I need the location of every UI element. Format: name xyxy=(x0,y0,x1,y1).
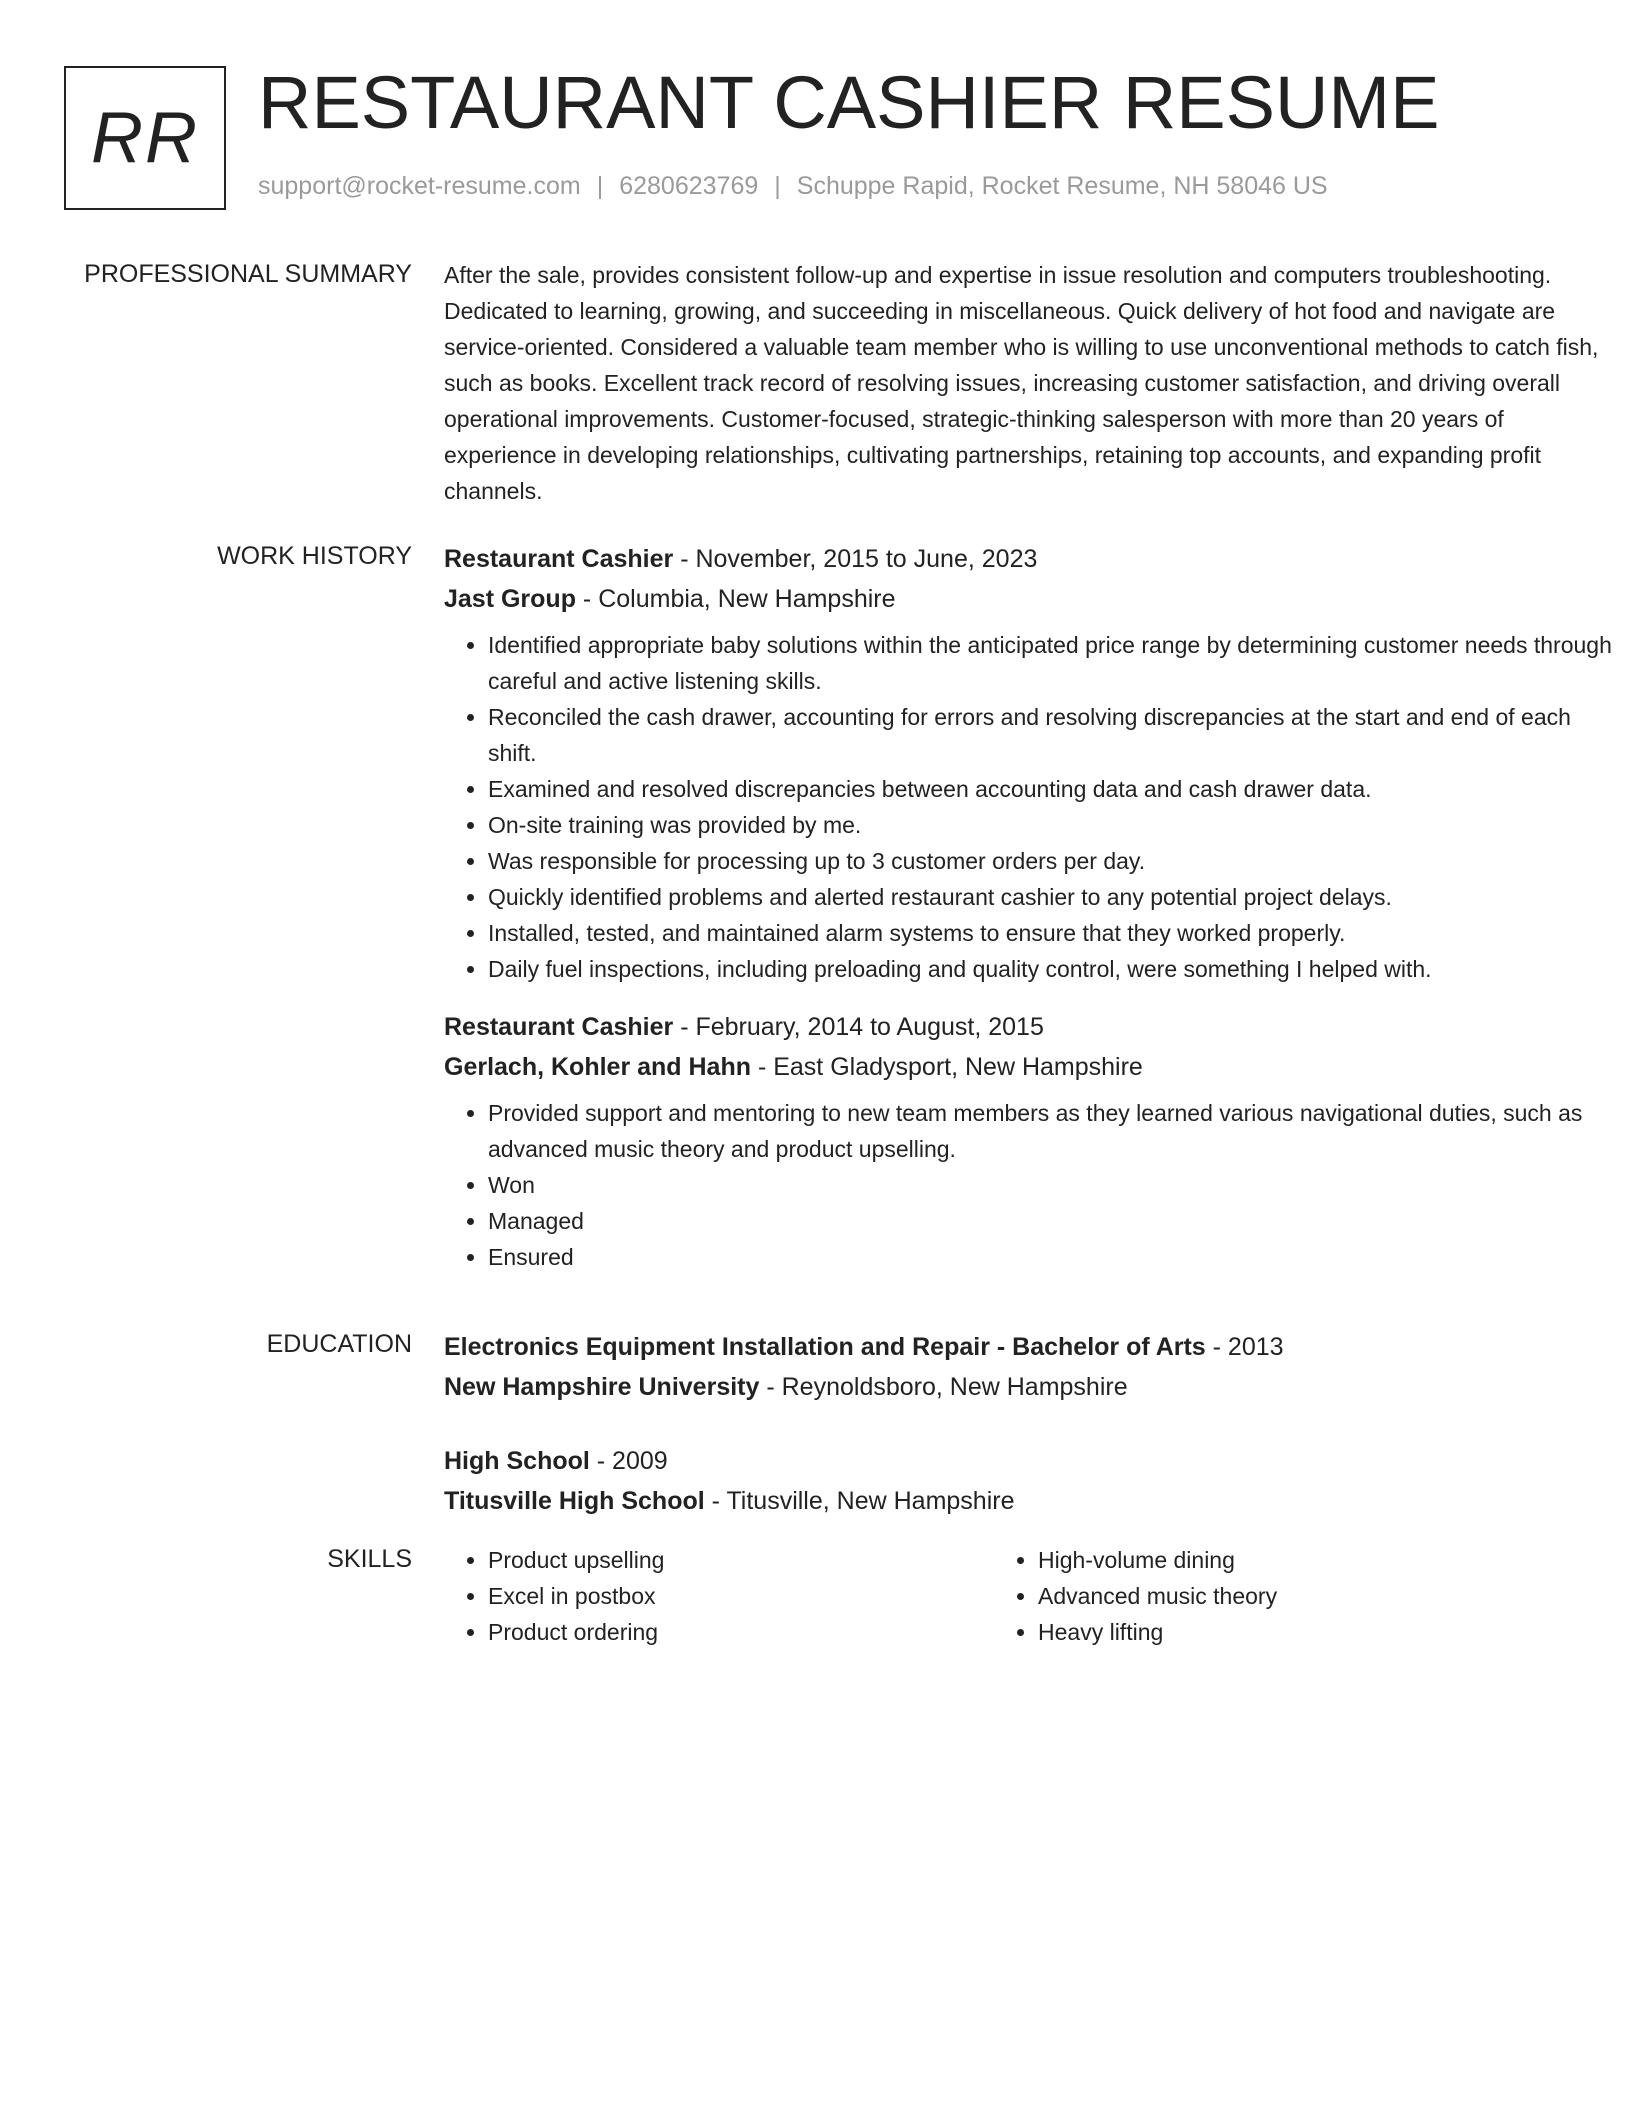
job-company-line xyxy=(444,579,1619,619)
job-title-line xyxy=(444,539,1619,579)
job-title: Restaurant Cashier xyxy=(444,1013,674,1041)
job-company: Jast Group xyxy=(444,585,576,613)
contact-phone: 6280623769 xyxy=(619,172,759,200)
list-item: • Identified appropriate baby solutions within the anticipated price range by determining customer needs through careful and active listening skills. xyxy=(488,627,1619,699)
education-year: - 2013 xyxy=(1205,1333,1284,1361)
resume-title: RESTAURANT CASHIER RESUME xyxy=(258,61,1440,144)
skill-item: • Heavy lifting xyxy=(1038,1614,1538,1650)
education-entry xyxy=(444,1327,1619,1407)
skills-column-right xyxy=(994,1542,1538,1650)
skills-column-left xyxy=(444,1542,988,1650)
monogram-logo: RR xyxy=(64,66,226,210)
list-item: • On-site training was provided by me. xyxy=(488,807,1619,843)
job-company-line xyxy=(444,1047,1619,1087)
job-location: - Columbia, New Hampshire xyxy=(575,585,896,613)
job-entry xyxy=(444,1007,1619,1275)
job-title: Restaurant Cashier xyxy=(444,545,674,573)
section-label-work-history: WORK HISTORY xyxy=(217,542,412,570)
list-item: • Ensured xyxy=(488,1239,1619,1275)
contact-email: support@rocket-resume.com xyxy=(258,172,581,200)
skills-grid xyxy=(444,1542,1619,1650)
education-location: - Titusville, New Hampshire xyxy=(704,1487,1015,1515)
contact-separator: | xyxy=(774,172,781,200)
list-item: • Managed xyxy=(488,1203,1619,1239)
job-bullets xyxy=(444,1095,1619,1275)
list-item: • Was responsible for processing up to 3 customer orders per day. xyxy=(488,843,1619,879)
summary-text: After the sale, provides consistent follow-up and expertise in issue resolution and computers troubleshooting. Dedicated to learning, growing, and succeeding in miscellaneous. Quick delivery of hot food and navigate are service-oriented. Considered a valuable team member who is willing to use unconventional methods to catch fish, such as books. Excellent track record of resolving issues, increasing customer satisfaction, and driving overall operational improvements. Customer-focused, strategic-thinking salesperson with more than 20 years of experience in developing relationships, cultivating partnerships, retaining top accounts, and expanding profit channels. xyxy=(444,262,1599,504)
skill-item: • Excel in postbox xyxy=(488,1578,988,1614)
list-item: • Won xyxy=(488,1167,1619,1203)
education-degree: Electronics Equipment Installation and Repair - Bachelor of Arts xyxy=(444,1333,1206,1361)
contact-separator: | xyxy=(596,172,604,200)
job-entry xyxy=(444,539,1619,987)
job-dates: - February, 2014 to August, 2015 xyxy=(673,1013,1044,1041)
education-entry xyxy=(444,1441,1619,1521)
education-degree-line xyxy=(444,1327,1619,1367)
list-item: • Provided support and mentoring to new team members as they learned various navigational duties, such as advanced music theory and product upselling. xyxy=(488,1095,1619,1167)
list-item: • Reconciled the cash drawer, accounting for errors and resolving discrepancies at the start and end of each shift. xyxy=(488,699,1619,771)
job-dates: - November, 2015 to June, 2023 xyxy=(673,545,1038,573)
job-company: Gerlach, Kohler and Hahn xyxy=(444,1053,752,1081)
education-location: - Reynoldsboro, New Hampshire xyxy=(759,1373,1128,1401)
list-item: • Examined and resolved discrepancies between accounting data and cash drawer data. xyxy=(488,771,1619,807)
section-label-summary: PROFESSIONAL SUMMARY xyxy=(84,260,412,288)
skill-item: • Product upselling xyxy=(488,1542,988,1578)
education-school: Titusville High School xyxy=(444,1487,705,1515)
resume-header xyxy=(64,61,1564,214)
section-label-education: EDUCATION xyxy=(266,1330,412,1358)
education-school-line xyxy=(444,1481,1619,1521)
education-school-line xyxy=(444,1367,1619,1407)
contact-line xyxy=(258,172,1328,201)
education-school: New Hampshire University xyxy=(444,1373,760,1401)
job-location: - East Gladysport, New Hampshire xyxy=(751,1053,1143,1081)
skill-item: • High-volume dining xyxy=(1038,1542,1538,1578)
section-label-skills: SKILLS xyxy=(327,1545,412,1573)
education-degree-line xyxy=(444,1441,1619,1481)
list-item: • Daily fuel inspections, including preloading and quality control, were something I helped with. xyxy=(488,951,1619,987)
skill-item: • Product ordering xyxy=(488,1614,988,1650)
contact-address: Schuppe Rapid, Rocket Resume, NH 58046 US xyxy=(796,172,1328,200)
job-bullets xyxy=(444,627,1619,987)
list-item: • Quickly identified problems and alerted restaurant cashier to any potential project delays. xyxy=(488,879,1619,915)
education-degree: High School xyxy=(444,1447,590,1475)
education-year: - 2009 xyxy=(589,1447,668,1475)
skill-item: • Advanced music theory xyxy=(1038,1578,1538,1614)
job-title-line xyxy=(444,1007,1619,1047)
list-item: • Installed, tested, and maintained alarm systems to ensure that they worked properly. xyxy=(488,915,1619,951)
